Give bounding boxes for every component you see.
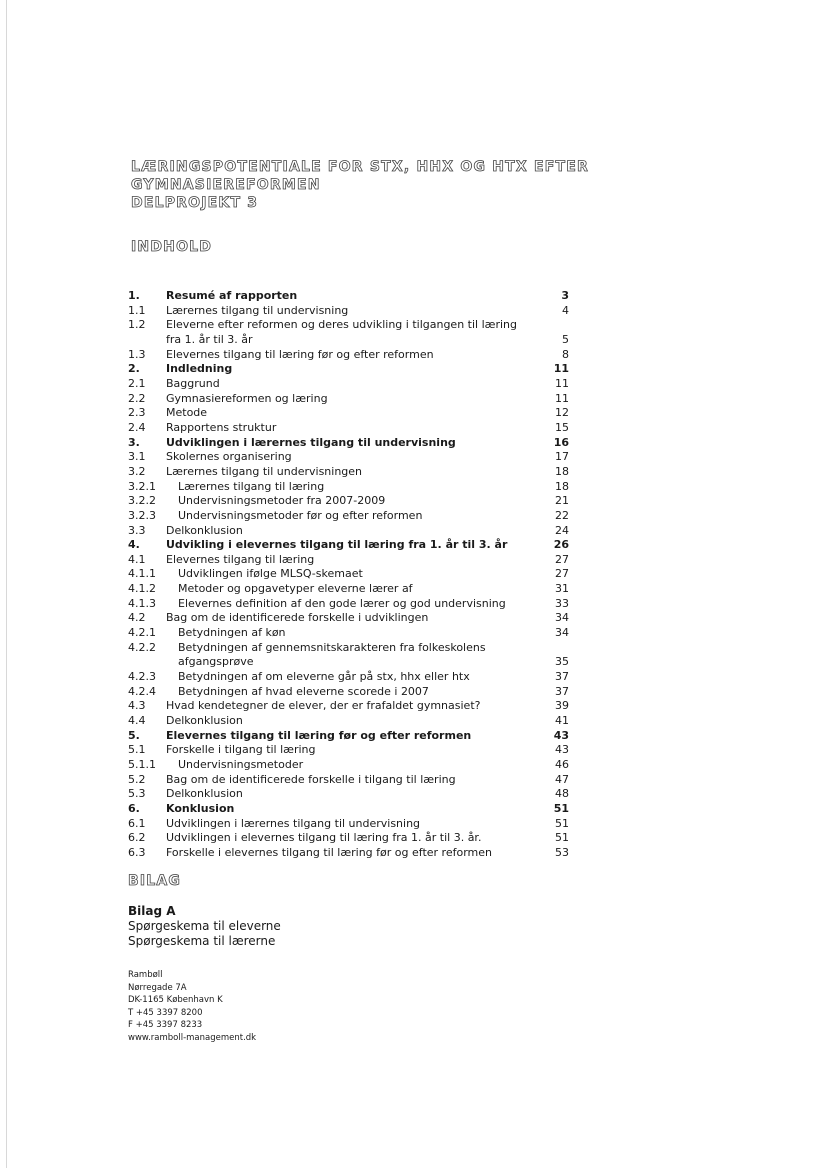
toc-entry [128,480,570,495]
toc-page-number: 11 [553,362,569,376]
toc-title: Udviklingen i lærernes tilgang til undervisning [166,435,456,449]
contents-heading: INDHOLD [131,239,213,255]
toc-title: Bag om de identificerede forskelle i udviklingen [166,611,429,625]
toc-page-number: 4 [562,303,569,317]
toc-number: 5.1 [128,743,146,757]
title-line: LÆRINGSPOTENTIALE FOR STX, HHX OG HTX EFTER [131,159,589,175]
toc-page-number: 8 [562,347,569,361]
toc-page-number: 17 [555,450,569,464]
toc-entry [128,597,570,612]
toc-number: 6.1 [128,816,146,830]
toc-entry [128,362,570,377]
toc-number: 3.3 [128,523,146,537]
appendix-item: Spørgeskema til lærerne [128,934,276,948]
toc-entry [128,685,570,700]
toc-page-number: 22 [555,508,569,522]
toc-number: 1.3 [128,347,146,361]
toc-entry [128,318,570,347]
toc-title: Betydningen af hvad eleverne scorede i 2007 [178,684,429,698]
toc-title: Rapportens struktur [166,420,277,434]
toc-number: 1. [128,289,140,302]
toc-number: 5.3 [128,787,146,801]
toc-entry [128,392,570,407]
table-of-contents [128,289,570,861]
toc-title: Gymnasiereformen og læring [166,391,328,405]
toc-title: Delkonklusion [166,714,243,728]
toc-title: Konklusion [166,801,235,815]
toc-page-number: 51 [555,816,569,830]
toc-page-number: 15 [555,420,569,434]
toc-entry [128,377,570,392]
toc-page-number: 33 [555,596,569,610]
toc-title: Undervisningsmetoder før og efter reformen [178,508,423,522]
toc-page-number: 47 [555,772,569,786]
toc-page-number: 11 [555,391,569,405]
toc-page-number: 41 [555,714,569,728]
toc-title: Hvad kendetegner de elever, der er frafaldet gymnasiet? [166,699,481,713]
toc-title: Lærernes tilgang til undervisning [166,303,349,317]
appendix-title: Bilag A [128,904,176,918]
toc-entry [128,714,570,729]
toc-number: 6.3 [128,845,146,859]
toc-number: 4.2 [128,611,146,625]
toc-entry [128,348,570,363]
toc-title: Betydningen af gennemsnitskarakteren fra folkeskolens afgangsprøve [178,640,486,669]
company-address [128,969,256,1045]
toc-number: 4.1.1 [128,567,156,581]
toc-page-number: 24 [555,523,569,537]
toc-entry [128,567,570,582]
toc-entry [128,553,570,568]
toc-number: 5.2 [128,772,146,786]
toc-entry [128,626,570,641]
company-website: www.ramboll-management.dk [128,1032,257,1043]
title-line: DELPROJEKT 3 [131,195,259,211]
toc-number: 3.2.1 [128,479,156,493]
toc-number: 4.1 [128,552,146,566]
toc-page-number: 26 [553,538,569,552]
toc-title: Delkonklusion [166,787,243,801]
toc-title: Undervisningsmetoder fra 2007-2009 [178,494,386,508]
toc-number: 4.1.3 [128,596,156,610]
toc-number: 2.2 [128,391,146,405]
toc-title: Udvikling i elevernes tilgang til læring fra 1. år til 3. år [166,538,508,552]
toc-number: 3. [128,435,140,449]
toc-number: 2.4 [128,420,146,434]
toc-title: Undervisningsmetoder [178,758,304,771]
toc-page-number: 43 [553,728,569,742]
toc-entry [128,611,570,626]
toc-page-number: 34 [555,611,569,625]
toc-entry [128,465,570,480]
toc-entry [128,670,570,685]
toc-page-number: 18 [555,479,569,493]
toc-entry [128,406,570,421]
toc-entry [128,289,570,304]
appendix-heading: BILAG [128,873,182,889]
toc-title: Resumé af rapporten [166,289,298,302]
toc-number: 2.3 [128,406,146,420]
toc-number: 1.2 [128,318,146,332]
report-title-text [131,158,589,212]
company-city: DK-1165 København K [128,995,223,1006]
toc-entry [128,787,570,802]
toc-entry [128,450,570,465]
toc-title: Lærernes tilgang til læring [178,479,325,493]
toc-entry [128,421,570,436]
toc-page-number: 31 [555,582,569,596]
title-line: GYMNASIEREFORMEN [131,177,321,193]
toc-page-number: 12 [555,406,569,420]
toc-page-number: 34 [555,626,569,640]
toc-number: 4.2.1 [128,626,156,640]
toc-number: 4. [128,538,140,552]
toc-page-number: 46 [555,758,569,771]
toc-title: Betydningen af om eleverne går på stx, hhx eller htx [178,670,470,684]
toc-page-number: 51 [555,831,569,845]
toc-title: Elevernes tilgang til læring før og efter reformen [166,347,434,361]
toc-entry [128,743,570,758]
toc-page-number: 39 [555,699,569,713]
appendix-item: Spørgeskema til eleverne [128,919,281,933]
toc-page-number: 18 [555,464,569,478]
toc-title: Metode [166,406,208,420]
toc-page-number: 5 [562,332,569,346]
toc-number: 2.1 [128,376,146,390]
toc-number: 5. [128,728,140,742]
appendix-section [128,904,281,949]
toc-entry [128,846,570,861]
toc-entry [128,831,570,846]
toc-number: 4.3 [128,699,146,713]
toc-number: 3.2 [128,464,146,478]
toc-title: Metoder og opgavetyper eleverne lærer af [178,582,413,596]
toc-entry [128,538,570,553]
toc-number: 4.1.2 [128,582,156,596]
toc-entry [128,817,570,832]
toc-title: Indledning [166,362,233,376]
toc-number: 3.2.2 [128,494,156,508]
toc-page-number: 43 [555,743,569,757]
toc-number: 4.2.2 [128,640,156,654]
toc-page-number: 27 [555,567,569,581]
toc-title: Eleverne efter reformen og deres udvikling i tilgangen til læring fra 1. år til 3. år [166,318,517,346]
company-street: Nørregade 7A [128,982,187,993]
toc-page-number: 3 [561,289,569,302]
toc-page-number: 37 [555,670,569,684]
toc-number: 4.2.3 [128,670,156,684]
toc-number: 1.1 [128,303,146,317]
toc-entry [128,641,570,670]
toc-title: Lærernes tilgang til undervisningen [166,464,363,478]
toc-title: Delkonklusion [166,523,243,537]
toc-entry [128,758,570,773]
toc-number: 3.2.3 [128,508,156,522]
toc-entry [128,582,570,597]
toc-page-number: 37 [555,684,569,698]
toc-title: Elevernes definition af den gode lærer og god undervisning [178,596,506,610]
toc-title: Forskelle i elevernes tilgang til læring før og efter reformen [166,845,492,859]
toc-number: 4.4 [128,714,146,728]
toc-page-number: 35 [555,655,569,669]
toc-title: Skolernes organisering [166,450,292,464]
toc-number: 4.2.4 [128,684,156,698]
company-phone: T +45 3397 8200 [128,1007,203,1018]
toc-title: Udviklingen i lærernes tilgang til undervisning [166,816,421,830]
toc-page-number: 21 [555,494,569,508]
toc-number: 6.2 [128,831,146,845]
toc-entry [128,773,570,788]
toc-page-number: 48 [555,787,569,801]
toc-entry [128,802,570,817]
company-fax: F +45 3397 8233 [128,1020,203,1031]
toc-title: Betydningen af køn [178,626,286,640]
toc-page-number: 53 [555,845,569,859]
toc-number: 6. [128,801,140,815]
toc-page-number: 16 [553,435,569,449]
report-title [131,158,589,212]
toc-title: Elevernes tilgang til læring før og efter reformen [166,728,472,742]
toc-title: Udviklingen i elevernes tilgang til læring fra 1. år til 3. år. [166,831,482,845]
toc-entry [128,494,570,509]
toc-title: Elevernes tilgang til læring [166,552,315,566]
page-edge-line [6,0,7,1168]
toc-entry [128,729,570,744]
toc-title: Udviklingen ifølge MLSQ-skemaet [178,567,363,581]
toc-title: Forskelle i tilgang til læring [166,743,316,757]
toc-page-number: 27 [555,552,569,566]
toc-entry [128,304,570,319]
toc-number: 2. [128,362,140,376]
company-name: Rambøll [128,970,163,980]
toc-title: Bag om de identificerede forskelle i tilgang til læring [166,772,456,786]
toc-number: 3.1 [128,450,146,464]
toc-number: 5.1.1 [128,758,156,771]
toc-page-number: 51 [553,801,569,815]
toc-entry [128,699,570,714]
toc-entry [128,509,570,524]
toc-page-number: 11 [555,376,569,390]
toc-entry [128,524,570,539]
toc-entry [128,436,570,451]
toc-title: Baggrund [166,376,220,390]
